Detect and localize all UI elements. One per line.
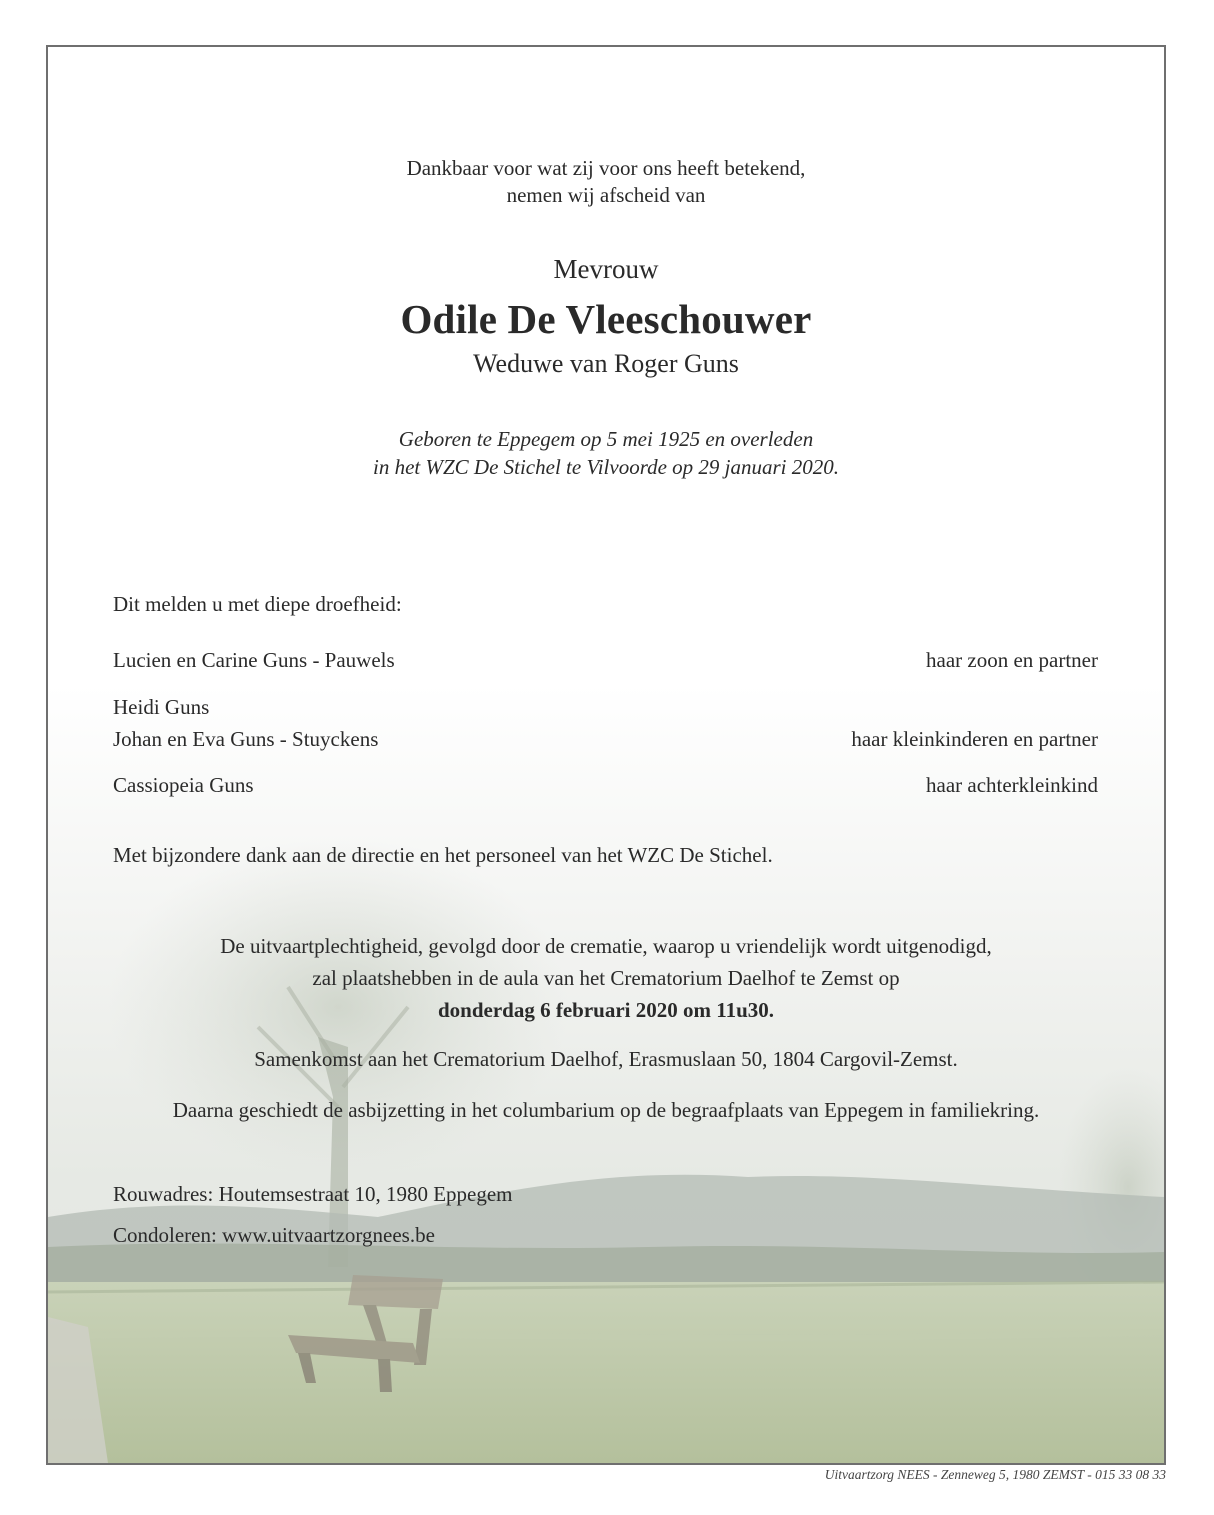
family-relation-1: haar zoon en partner <box>926 648 1098 672</box>
intro-line-1: Dankbaar voor wat zij voor ons heeft betekend, <box>406 156 806 180</box>
intro-text <box>48 155 1164 209</box>
intro-line-2: nemen wij afscheid van <box>506 183 706 207</box>
ceremony-text <box>48 930 1164 1026</box>
obituary-card <box>46 45 1166 1465</box>
mourning-address: Rouwadres: Houtemsestraat 10, 1980 Eppegem <box>113 1182 513 1206</box>
family-name-4: Cassiopeia Guns <box>113 773 254 797</box>
born-line-1: Geboren te Eppegem op 5 mei 1925 en overleden <box>398 427 814 451</box>
ceremony-date: donderdag 6 februari 2020 om 11u30. <box>437 998 775 1022</box>
thanks-text: Met bijzondere dank aan de directie en het personeel van het WZC De Stichel. <box>113 843 773 867</box>
family-relation-3: haar kleinkinderen en partner <box>851 727 1098 751</box>
born-line-2: in het WZC De Stichel te Vilvoorde op 29 januari 2020. <box>372 455 840 479</box>
interment-text: Daarna geschiedt de asbijzetting in het columbarium op de begraafplaats van Eppegem in familiekring. <box>172 1098 1040 1122</box>
ceremony-line-2: zal plaatshebben in de aula van het Crematorium Daelhof te Zemst op <box>312 966 900 990</box>
funeral-home-footer: Uitvaartzorg NEES - Zenneweg 5, 1980 ZEMST - 015 33 08 33 <box>824 1467 1166 1482</box>
ceremony-line-1: De uitvaartplechtigheid, gevolgd door de crematie, waarop u vriendelijk wordt uitgenodigd, <box>220 934 992 958</box>
meeting-place: Samenkomst aan het Crematorium Daelhof, Erasmuslaan 50, 1804 Cargovil-Zemst. <box>254 1047 958 1071</box>
deceased-name: Odile De Vleeschouwer <box>400 296 812 342</box>
family-name-2: Heidi Guns <box>113 695 210 719</box>
widow-of: Weduwe van Roger Guns <box>473 349 739 378</box>
announcement: Dit melden u met diepe droefheid: <box>113 592 402 616</box>
birth-death-info <box>48 425 1164 481</box>
family-name-3: Johan en Eva Guns - Stuyckens <box>113 727 379 751</box>
condolences-link[interactable]: Condoleren: www.uitvaartzorgnees.be <box>113 1223 435 1247</box>
deceased-title: Mevrouw <box>553 254 659 284</box>
family-name-1: Lucien en Carine Guns - Pauwels <box>113 648 395 672</box>
family-relation-4: haar achterkleinkind <box>926 773 1098 797</box>
